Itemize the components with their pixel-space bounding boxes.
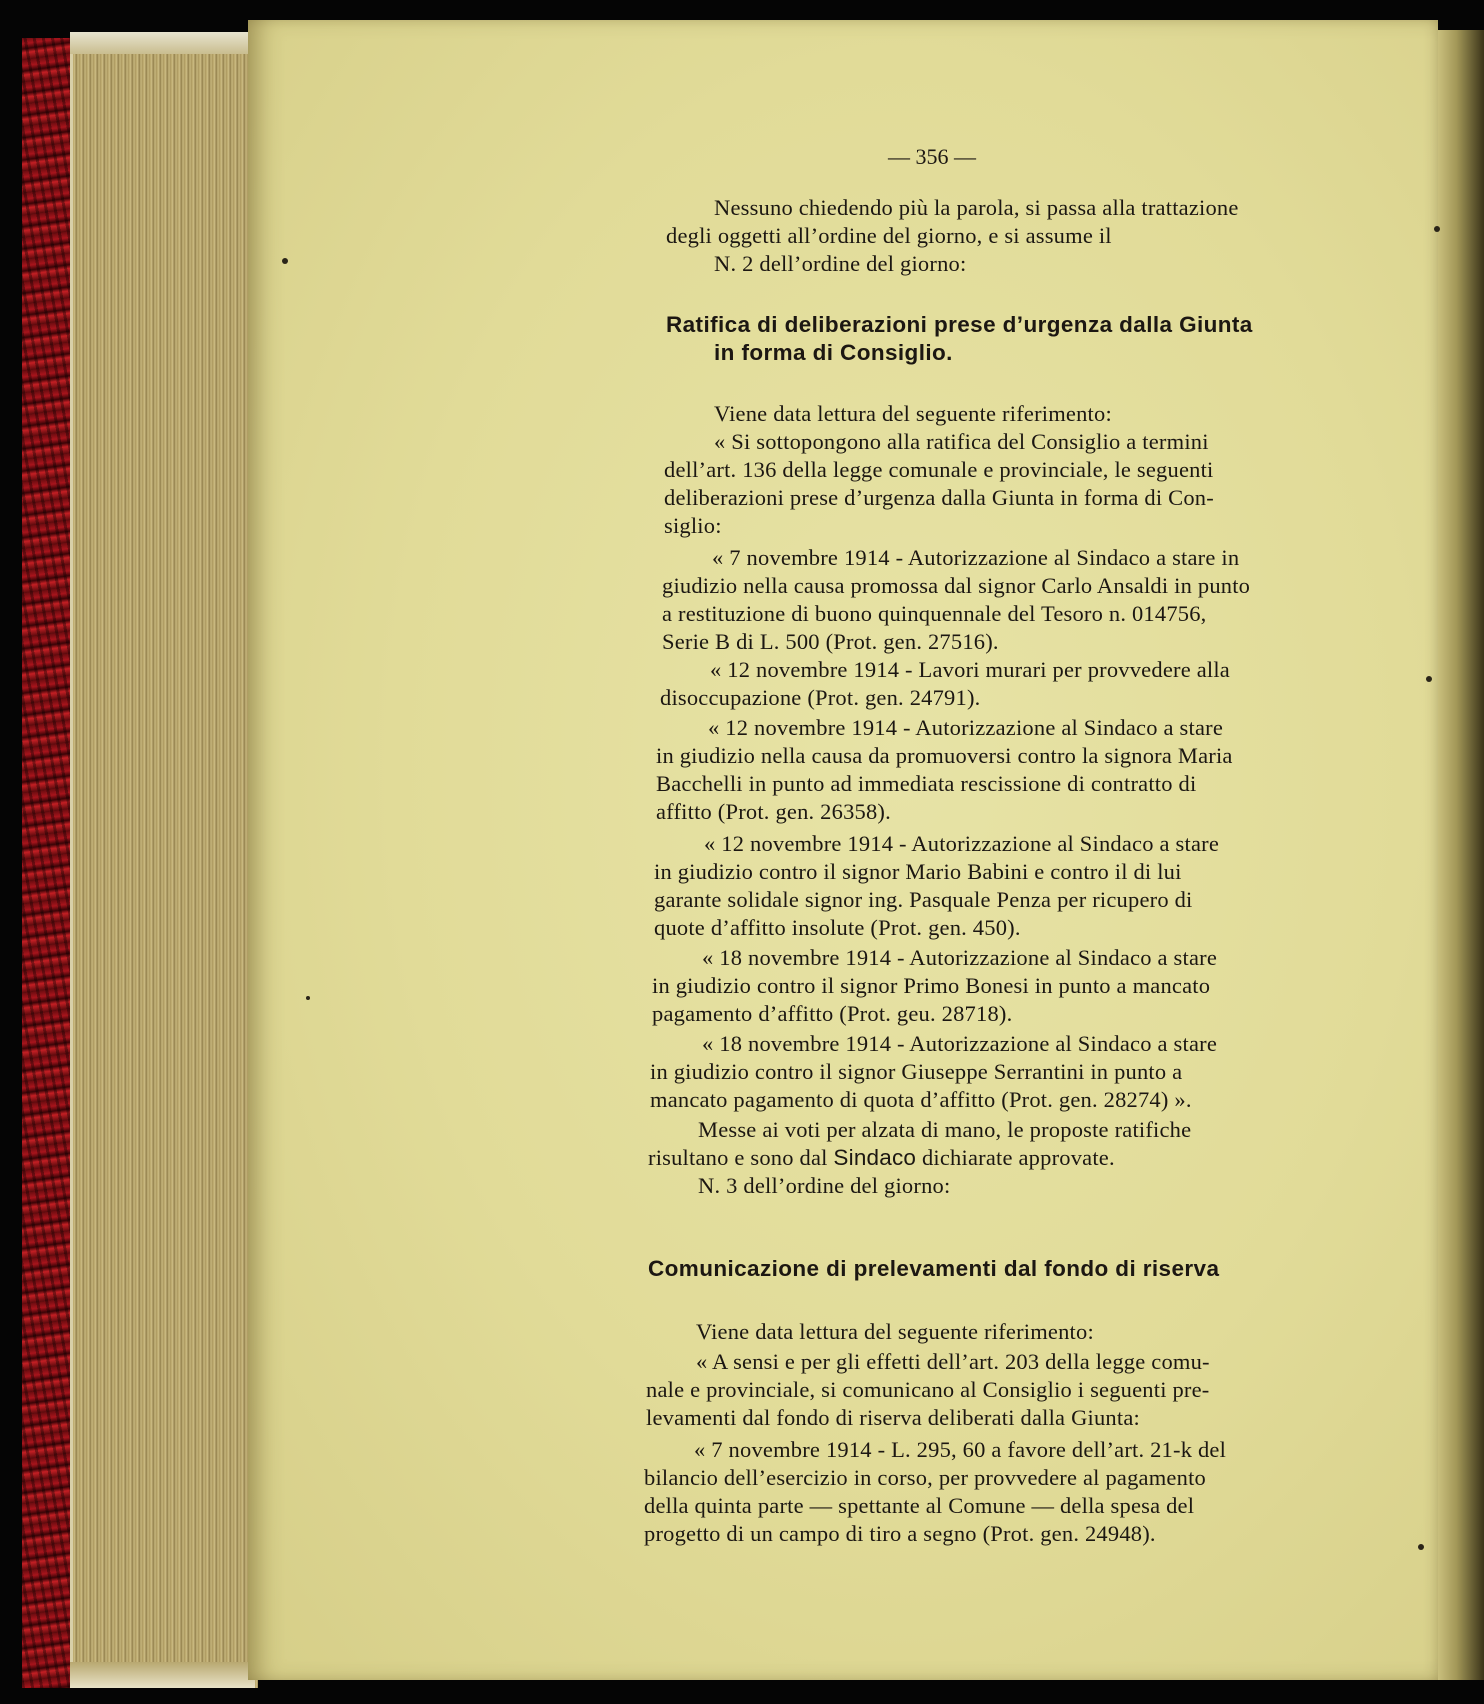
text-line: pagamento d’affitto (Prot. geu. 28718). xyxy=(652,1001,1013,1026)
speck-mark xyxy=(1418,1544,1424,1550)
text-line: Viene data lettura del seguente riferimento: xyxy=(696,1319,1094,1344)
text-line: « 7 novembre 1914 - Autorizzazione al Sindaco a stare in xyxy=(712,545,1240,570)
section-heading: Ratifica di deliberazioni prese d’urgenza dalla Giunta xyxy=(666,312,1253,337)
text-line: quote d’affitto insolute (Prot. gen. 450). xyxy=(654,915,1021,940)
text-line: « 18 novembre 1914 - Autorizzazione al Sindaco a stare xyxy=(702,945,1218,970)
text-span: risultano e sono dal xyxy=(648,1145,834,1170)
section-heading: Comunicazione di prelevamenti dal fondo di riserva xyxy=(648,1256,1220,1281)
text-line: nale e provinciale, si comunicano al Consiglio i seguenti pre- xyxy=(646,1377,1210,1402)
text-line: degli oggetti all’ordine del giorno, e si assume il xyxy=(666,223,1112,248)
text-line: bilancio dell’esercizio in corso, per provvedere al pagamento xyxy=(644,1465,1206,1490)
speck-mark xyxy=(1434,226,1440,232)
text-line: Bacchelli in punto ad immediata rescissione di contratto di xyxy=(656,771,1197,796)
page-number: — 356 — xyxy=(888,144,976,169)
text-line: « Si sottopongono alla ratifica del Consiglio a termini xyxy=(714,429,1209,454)
book-page xyxy=(248,20,1438,1680)
speck-mark xyxy=(1426,676,1432,682)
text-line: Serie B di L. 500 (Prot. gen. 27516). xyxy=(662,629,999,654)
text-line: in giudizio contro il signor Giuseppe Serrantini in punto a xyxy=(650,1059,1183,1084)
text-line: Nessuno chiedendo più la parola, si passa alla trattazione xyxy=(714,195,1239,220)
text-line: a restituzione di buono quinquennale del Tesoro n. 014756, xyxy=(662,601,1207,626)
text-line: N. 2 dell’ordine del giorno: xyxy=(714,251,967,276)
text-line: garante solidale signor ing. Pasquale Penza per ricupero di xyxy=(654,887,1193,912)
text-line: N. 3 dell’ordine del giorno: xyxy=(698,1173,951,1198)
text-line: progetto di un campo di tiro a segno (Prot. gen. 24948). xyxy=(644,1521,1156,1546)
section-heading: in forma di Consiglio. xyxy=(714,340,953,365)
text-line: giudizio nella causa promossa dal signor Carlo Ansaldi in punto xyxy=(662,573,1251,598)
text-line: levamenti dal fondo di riserva deliberati dalla Giunta: xyxy=(646,1405,1140,1430)
text-line: « 12 novembre 1914 - Autorizzazione al Sindaco a stare xyxy=(708,715,1224,740)
text-line: « 7 novembre 1914 - L. 295, 60 a favore dell’art. 21-k del xyxy=(694,1437,1227,1462)
text-line: Viene data lettura del seguente riferimento: xyxy=(714,401,1112,426)
page-edges-top xyxy=(70,32,255,54)
page-edges-stack xyxy=(70,32,258,1688)
right-page-curl xyxy=(1438,30,1484,1680)
text-line xyxy=(648,1144,1115,1172)
text-line: mancato pagamento di quota d’affitto (Prot. gen. 28274) ». xyxy=(650,1087,1192,1112)
text-line: « A sensi e per gli effetti dell’art. 203 della legge comu- xyxy=(696,1349,1210,1374)
text-line: siglio: xyxy=(664,513,722,538)
speck-mark xyxy=(306,996,310,1000)
text-line: Messe ai voti per alzata di mano, le proposte ratifiche xyxy=(698,1117,1192,1142)
text-line: « 12 novembre 1914 - Autorizzazione al Sindaco a stare xyxy=(704,831,1220,856)
text-line: deliberazioni prese d’urgenza dalla Giunta in forma di Con- xyxy=(664,485,1214,510)
text-span-sindaco: Sindaco xyxy=(833,1145,917,1170)
text-line: disoccupazione (Prot. gen. 24791). xyxy=(660,685,981,710)
text-line: in giudizio contro il signor Primo Bonesi in punto a mancato xyxy=(652,973,1211,998)
page-text xyxy=(248,20,1438,1680)
text-line: « 18 novembre 1914 - Autorizzazione al Sindaco a stare xyxy=(702,1031,1218,1056)
text-line: in giudizio contro il signor Mario Babini e contro il di lui xyxy=(654,859,1182,884)
text-line: della quinta parte — spettante al Comune — della spesa del xyxy=(644,1493,1195,1518)
text-line: affitto (Prot. gen. 26358). xyxy=(656,799,891,824)
page-edges-bottom xyxy=(70,1662,255,1688)
text-span: dichiarate approvate. xyxy=(916,1145,1115,1170)
text-line: in giudizio nella causa da promuoversi contro la signora Maria xyxy=(656,743,1233,768)
speck-mark xyxy=(282,258,288,264)
text-line: dell’art. 136 della legge comunale e provinciale, le seguenti xyxy=(664,457,1214,482)
text-line: « 12 novembre 1914 - Lavori murari per provvedere alla xyxy=(710,657,1230,682)
